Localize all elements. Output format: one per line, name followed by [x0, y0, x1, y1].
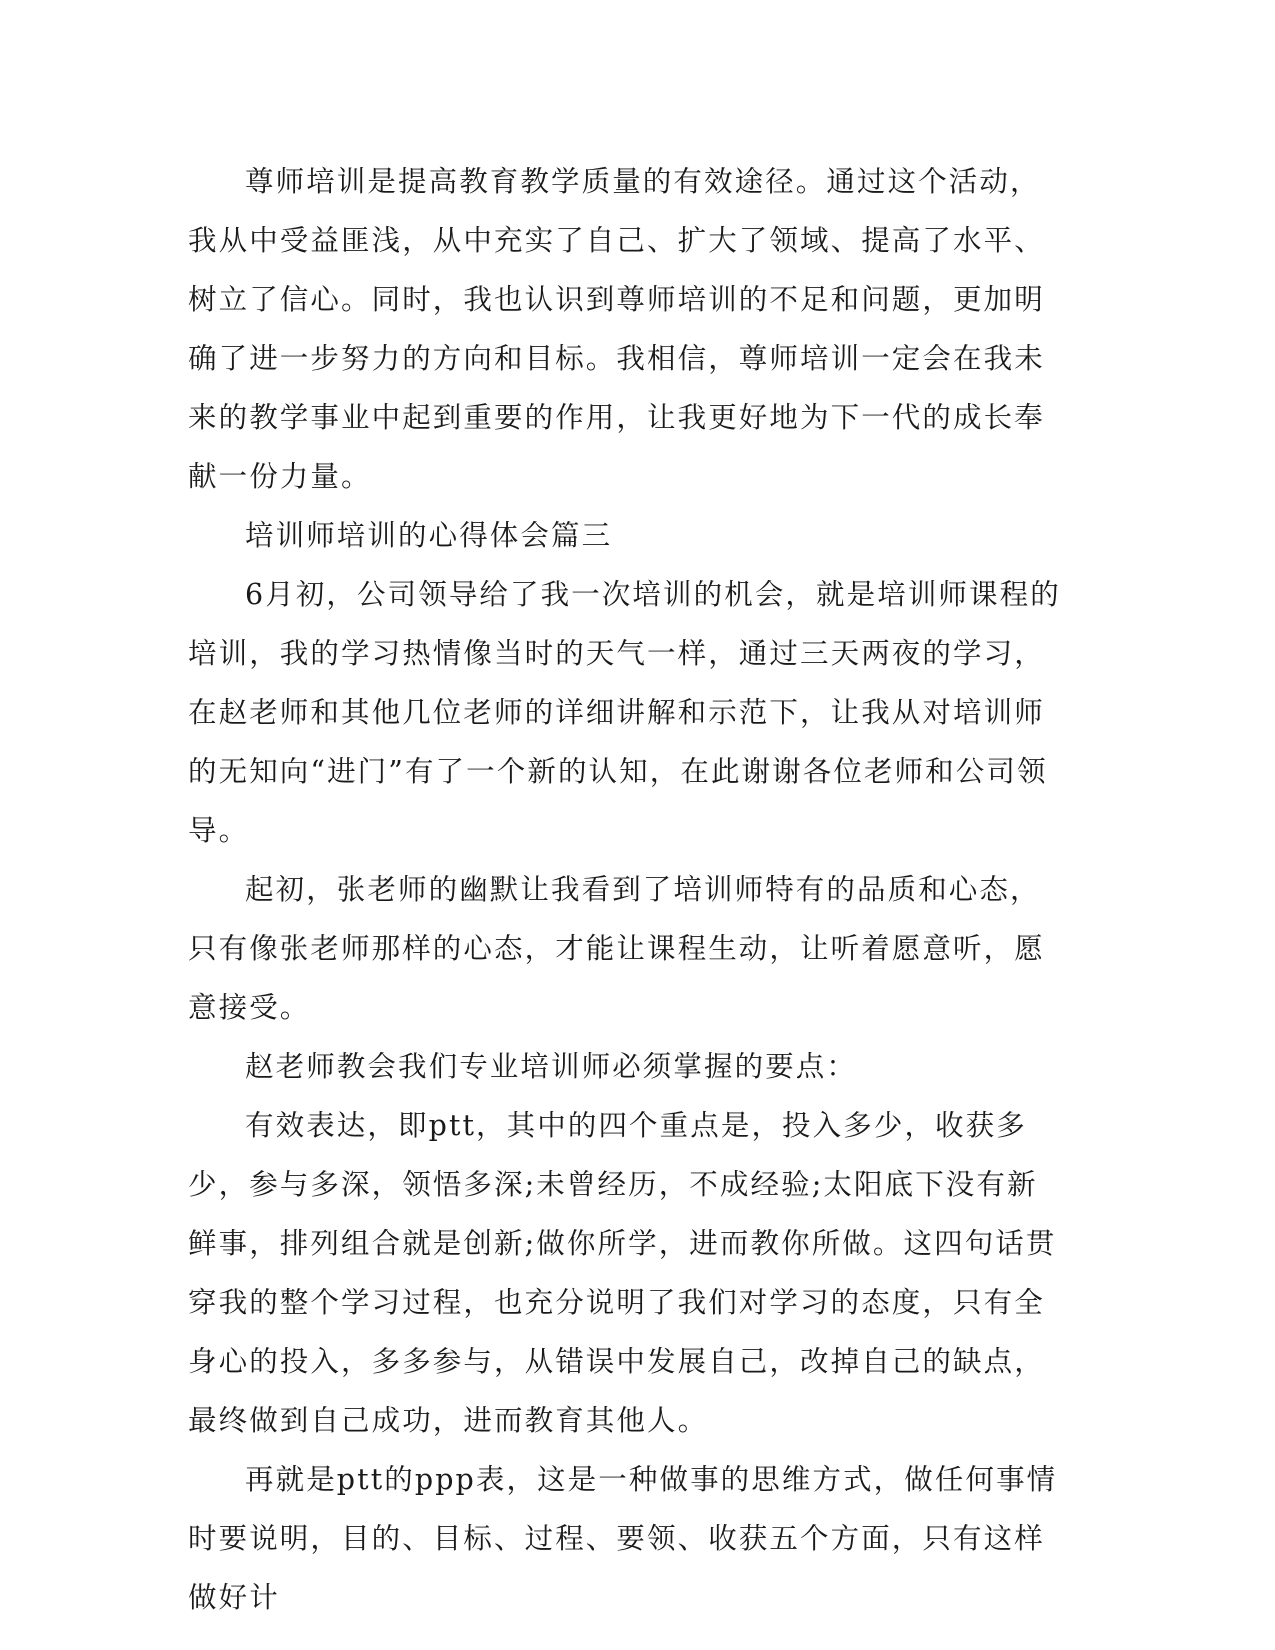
paragraph-zhang: 起初，张老师的幽默让我看到了培训师特有的品质和心态，只有像张老师那样的心态，才能让课程生动，让听着愿意听，愿意接受。 — [188, 873, 1045, 1024]
paragraph-conclusion: 尊师培训是提高教育教学质量的有效途径。通过这个活动，我从中受益匪浅，从中充实了自己、扩大了领域、提高了水平、树立了信心。同时，我也认识到尊师培训的不足和问题，更加明确了进一步努力的方向和目标。我相信，尊师培训一定会在我未来的教学事业中起到重要的作用，让我更好地为下一代的成长奉献一份力量。 — [188, 165, 1045, 493]
section-heading: 培训师培训的心得体会篇三 — [245, 519, 613, 552]
paragraph-intro: 6月初，公司领导给了我一次培训的机会，就是培训师课程的培训，我的学习热情像当时的天气一样，通过三天两夜的学习，在赵老师和其他几位老师的详细讲解和示范下，让我从对培训师的无知向“进门”有了一个新的认知，在此谢谢各位老师和公司领导。 — [188, 578, 1061, 847]
paragraph-ppp: 再就是ptt的ppp表，这是一种做事的思维方式，做任何事情时要说明，目的、目标、过程、要领、收获五个方面，只有这样做好计 — [188, 1463, 1058, 1614]
paragraph-zhao: 赵老师教会我们专业培训师必须掌握的要点： — [245, 1050, 858, 1083]
document-body — [188, 152, 1068, 1627]
paragraph-ptt: 有效表达，即ptt，其中的四个重点是，投入多少，收获多少，参与多深，领悟多深;未曾经历，不成经验;太阳底下没有新鲜事，排列组合就是创新;做你所学，进而教你所做。这四句话贯穿我的整个学习过程，也充分说明了我们对学习的态度，只有全身心的投入，多多参与，从错误中发展自己，改掉自己的缺点，最终做到自己成功，进而教育其他人。 — [188, 1109, 1057, 1437]
